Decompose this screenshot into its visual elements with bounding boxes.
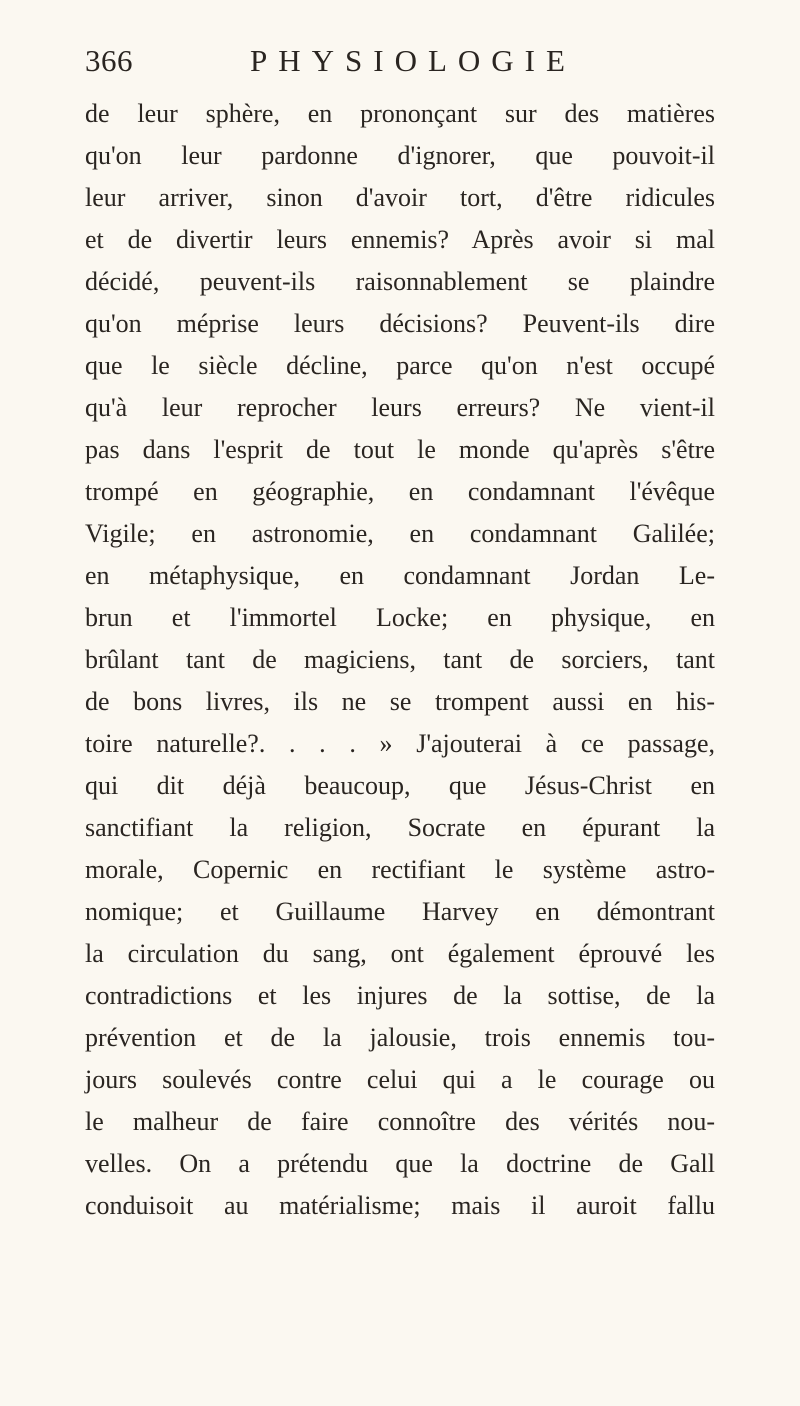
text-line: décidé, peuvent-ils raisonnablement se plaindre <box>85 267 715 296</box>
text-line: le malheur de faire connoître des vérités nou- <box>85 1107 715 1136</box>
text-line: la circulation du sang, ont également éprouvé les <box>85 939 715 968</box>
text-line: prévention et de la jalousie, trois ennemis tou- <box>85 1023 715 1052</box>
page-header <box>85 38 715 84</box>
running-title: PHYSIOLOGIE <box>250 43 576 78</box>
text-line: jours soulevés contre celui qui a le courage ou <box>85 1065 715 1094</box>
text-line: Vigile; en astronomie, en condamnant Galilée; <box>85 519 715 548</box>
text-line: qui dit déjà beaucoup, que Jésus-Christ en <box>85 771 715 800</box>
text-line: conduisoit au matérialisme; mais il auroit fallu <box>85 1191 715 1220</box>
text-line: brun et l'immortel Locke; en physique, en <box>85 603 715 632</box>
text-line: nomique; et Guillaume Harvey en démontrant <box>85 897 715 926</box>
text-line: pas dans l'esprit de tout le monde qu'après s'être <box>85 435 715 464</box>
text-line: brûlant tant de magiciens, tant de sorciers, tant <box>85 645 715 674</box>
text-line: de leur sphère, en prononçant sur des matières <box>85 99 715 128</box>
text-line: en métaphysique, en condamnant Jordan Le- <box>85 561 715 590</box>
text-line: velles. On a prétendu que la doctrine de Gall <box>85 1149 715 1178</box>
text-line: qu'on leur pardonne d'ignorer, que pouvoit-il <box>85 141 715 170</box>
text-line: sanctifiant la religion, Socrate en épurant la <box>85 813 715 842</box>
text-line: qu'on méprise leurs décisions? Peuvent-ils dire <box>85 309 715 338</box>
text-line: de bons livres, ils ne se trompent aussi en his- <box>85 687 715 716</box>
text-line: morale, Copernic en rectifiant le système astro- <box>85 855 715 884</box>
text-line: qu'à leur reprocher leurs erreurs? Ne vient-il <box>85 393 715 422</box>
text-line: trompé en géographie, en condamnant l'évêque <box>85 477 715 506</box>
text-line: leur arriver, sinon d'avoir tort, d'être ridicules <box>85 183 715 212</box>
body-text <box>85 93 715 1227</box>
text-line: toire naturelle?. . . . » J'ajouterai à ce passage, <box>85 729 715 758</box>
text-line: et de divertir leurs ennemis? Après avoir si mal <box>85 225 715 254</box>
text-line: que le siècle décline, parce qu'on n'est occupé <box>85 351 715 380</box>
page-number: 366 <box>85 43 133 78</box>
text-line: contradictions et les injures de la sottise, de la <box>85 981 715 1010</box>
